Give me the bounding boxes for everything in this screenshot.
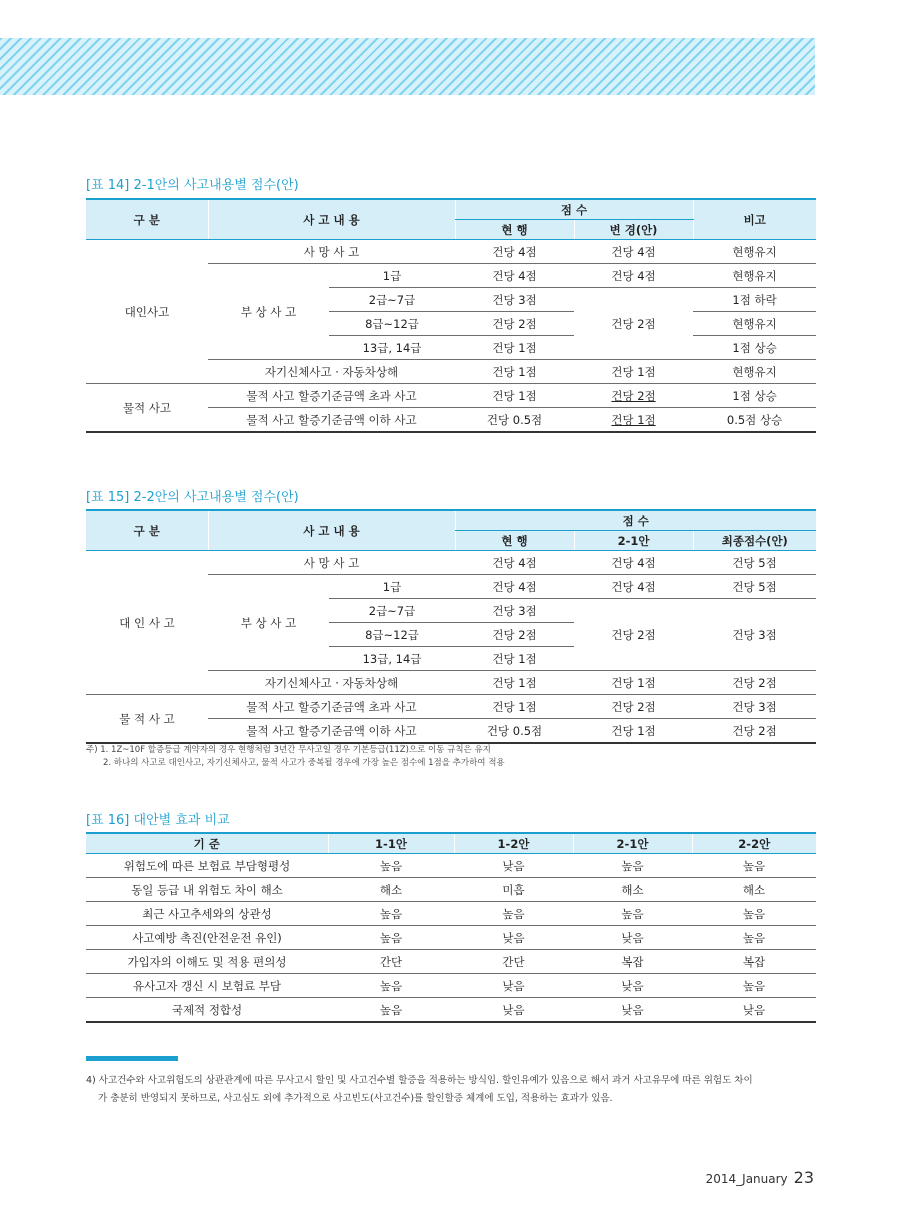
cell: 현행유지: [693, 264, 816, 288]
cell: 건당 1점: [455, 384, 574, 408]
t16-criteria-cell: 국제적 정합성: [86, 998, 328, 1023]
cell: 건당 1점: [574, 719, 693, 744]
table16-caption: [표 16] 대안별 효과 비교: [86, 813, 230, 828]
cell: 건당 3점: [455, 599, 574, 623]
cell: 미흡: [454, 878, 573, 902]
table-row: [86, 854, 816, 878]
cell: 높음: [692, 902, 816, 926]
t16-header-11: 1-1안: [328, 833, 454, 854]
t16-header-22: 2-2안: [692, 833, 816, 854]
t15-header-final: 최종점수(안): [693, 531, 816, 551]
cell: 건당 3점: [693, 695, 816, 719]
note-2: 2. 하나의 사고로 대인사고, 자기신체사고, 물적 사고가 중복될 경우에 가장 높은 점수에 1점을 추가하여 적용: [103, 758, 505, 768]
t14-header-score: 점 수: [455, 199, 693, 220]
cell: 높음: [692, 974, 816, 998]
t15-death: 사 망 사 고: [208, 551, 455, 575]
cell: 간단: [328, 950, 454, 974]
cell: 1점 상승: [693, 336, 816, 360]
table-row: [86, 998, 816, 1023]
cell: 건당 2점: [574, 599, 693, 671]
t16-criteria-cell: 동일 등급 내 위험도 차이 해소: [86, 878, 328, 902]
cell: 높음: [328, 902, 454, 926]
cell: 건당 1점: [574, 671, 693, 695]
table-row: [86, 384, 816, 408]
cell: 낮음: [454, 926, 573, 950]
t14-injury: 부 상 사 고: [208, 264, 329, 360]
t14-header-change: 변 경(안): [574, 220, 693, 240]
cell: 1점 하락: [693, 288, 816, 312]
cell: 물적 사고 할증기준금액 이하 사고: [208, 719, 455, 744]
t16-criteria-cell: 유사고자 갱신 시 보험료 부담: [86, 974, 328, 998]
cell: 낮음: [573, 998, 692, 1023]
t15-header-current: 현 행: [455, 531, 574, 551]
cell: 0.5점 상승: [693, 408, 816, 433]
cell: 높음: [573, 902, 692, 926]
page-footer: [706, 1168, 814, 1187]
cell: 건당 2점: [693, 719, 816, 744]
table-row: [86, 551, 816, 575]
cell: 건당 1점: [574, 360, 693, 384]
cell: 현행유지: [693, 360, 816, 384]
issue-label: 2014_January: [705, 1172, 788, 1186]
cell: 건당 4점: [574, 575, 693, 599]
t14-header-current: 현 행: [455, 220, 574, 240]
t15-person-accident: 대 인 사 고: [86, 551, 208, 695]
cell: 건당 1점: [455, 647, 574, 671]
footnote: [86, 1072, 821, 1108]
t16-criteria-cell: 위험도에 따른 보험료 부담형평성: [86, 854, 328, 878]
cell: 높음: [328, 998, 454, 1023]
cell: 해소: [692, 878, 816, 902]
cell: 물적 사고 할증기준금액 초과 사고: [208, 384, 455, 408]
cell: 복잡: [692, 950, 816, 974]
t16-header-21: 2-1안: [573, 833, 692, 854]
cell: 1점 상승: [693, 384, 816, 408]
t15-self-body: 자기신체사고 · 자동차상해: [208, 671, 455, 695]
footnote-divider: [86, 1056, 178, 1061]
cell: 해소: [328, 878, 454, 902]
t15-header-category: 구 분: [86, 510, 208, 551]
t16-criteria-cell: 사고예방 촉진(안전운전 유인): [86, 926, 328, 950]
t14-person-accident: 대인사고: [86, 240, 208, 384]
cell: 낮음: [692, 998, 816, 1023]
cell: 건당 4점: [574, 551, 693, 575]
cell: 2급~7급: [329, 288, 455, 312]
cell: 물적 사고 할증기준금액 이하 사고: [208, 408, 455, 433]
table-row: [86, 926, 816, 950]
note-1: 주) 1. 1Z~10F 할증등급 계약자의 경우 현행처럼 3년간 무사고일 경우 기본등급(11Z)으로 이동 규칙은 유지: [86, 745, 491, 755]
cell: 건당 2점: [574, 288, 693, 360]
t15-header-score: 점 수: [455, 510, 816, 531]
header-hatch-band: [0, 38, 815, 95]
t16-criteria-cell: 최근 사고추세와의 상관성: [86, 902, 328, 926]
table15: [86, 509, 816, 744]
t16-criteria-cell: 가입자의 이해도 및 적용 편의성: [86, 950, 328, 974]
cell: 건당 4점: [455, 264, 574, 288]
t16-header-12: 1-2안: [454, 833, 573, 854]
t15-header-content: 사 고 내 용: [208, 510, 455, 551]
page-number: 23: [793, 1168, 814, 1187]
cell: 높음: [328, 854, 454, 878]
cell: 높음: [692, 854, 816, 878]
cell: 건당 4점: [574, 240, 693, 264]
t14-self-body: 자기신체사고 · 자동차상해: [208, 360, 455, 384]
cell: 건당 2점: [574, 695, 693, 719]
t14-property-accident: 물적 사고: [86, 384, 208, 433]
cell: 건당 4점: [455, 551, 574, 575]
cell: 건당 1점: [574, 408, 693, 433]
cell: 낮음: [454, 854, 573, 878]
cell: 2급~7급: [329, 599, 455, 623]
table-row: [86, 695, 816, 719]
cell: 1급: [329, 264, 455, 288]
table15-notes: [86, 744, 505, 770]
table15-caption: [표 15] 2-2안의 사고내용별 점수(안): [86, 490, 299, 505]
cell: 건당 1점: [455, 360, 574, 384]
cell: 건당 2점: [574, 384, 693, 408]
cell: 높음: [692, 926, 816, 950]
cell: 높음: [328, 926, 454, 950]
cell: 낮음: [573, 974, 692, 998]
cell: 높음: [454, 902, 573, 926]
cell: 낮음: [454, 974, 573, 998]
cell: 낮음: [454, 998, 573, 1023]
cell: 해소: [573, 878, 692, 902]
t14-death: 사 망 사 고: [208, 240, 455, 264]
table-row: [86, 974, 816, 998]
table-row: [86, 878, 816, 902]
cell: 건당 2점: [455, 312, 574, 336]
t15-injury: 부 상 사 고: [208, 575, 329, 671]
cell: 건당 0.5점: [455, 719, 574, 744]
cell: 건당 2점: [693, 671, 816, 695]
cell: 건당 5점: [693, 551, 816, 575]
footnote-line-1: 4) 사고건수와 사고위험도의 상관관계에 따른 무사고시 할인 및 사고건수별 할증을 적용하는 방식임. 할인유예가 있음으로 해서 과거 사고유무에 따른 위험도 차이: [86, 1075, 753, 1086]
cell: 건당 3점: [455, 288, 574, 312]
cell: 복잡: [573, 950, 692, 974]
cell: 8급~12급: [329, 312, 455, 336]
t14-header-note: 비고: [693, 199, 816, 240]
cell: 간단: [454, 950, 573, 974]
cell: 높음: [573, 854, 692, 878]
cell: 건당 4점: [574, 264, 693, 288]
cell: 13급, 14급: [329, 336, 455, 360]
cell: 건당 1점: [455, 695, 574, 719]
footnote-line-2: 가 충분히 반영되지 못하므로, 사고심도 외에 추가적으로 사고빈도(사고건수)를 할인할증 체계에 도입, 적용하는 효과가 있음.: [98, 1093, 613, 1104]
cell: 13급, 14급: [329, 647, 455, 671]
cell: 물적 사고 할증기준금액 초과 사고: [208, 695, 455, 719]
cell: 건당 4점: [455, 240, 574, 264]
cell: 건당 2점: [455, 623, 574, 647]
table14: [86, 198, 816, 433]
cell: 건당 1점: [455, 671, 574, 695]
cell: 현행유지: [693, 240, 816, 264]
cell: 현행유지: [693, 312, 816, 336]
table16: [86, 832, 816, 1023]
cell: 건당 5점: [693, 575, 816, 599]
t16-header-criteria: 기 준: [86, 833, 328, 854]
t15-property-accident: 물 적 사 고: [86, 695, 208, 744]
cell: 8급~12급: [329, 623, 455, 647]
table-row: [86, 240, 816, 264]
cell: 낮음: [573, 926, 692, 950]
cell: 건당 0.5점: [455, 408, 574, 433]
cell: 건당 1점: [455, 336, 574, 360]
table-row: [86, 902, 816, 926]
cell: 건당 4점: [455, 575, 574, 599]
table14-caption: [표 14] 2-1안의 사고내용별 점수(안): [86, 178, 299, 193]
table-row: [86, 950, 816, 974]
t14-header-category: 구 분: [86, 199, 208, 240]
cell: 건당 3점: [693, 599, 816, 671]
cell: 1급: [329, 575, 455, 599]
t15-header-21: 2-1안: [574, 531, 693, 551]
cell: 높음: [328, 974, 454, 998]
t14-header-content: 사 고 내 용: [208, 199, 455, 240]
